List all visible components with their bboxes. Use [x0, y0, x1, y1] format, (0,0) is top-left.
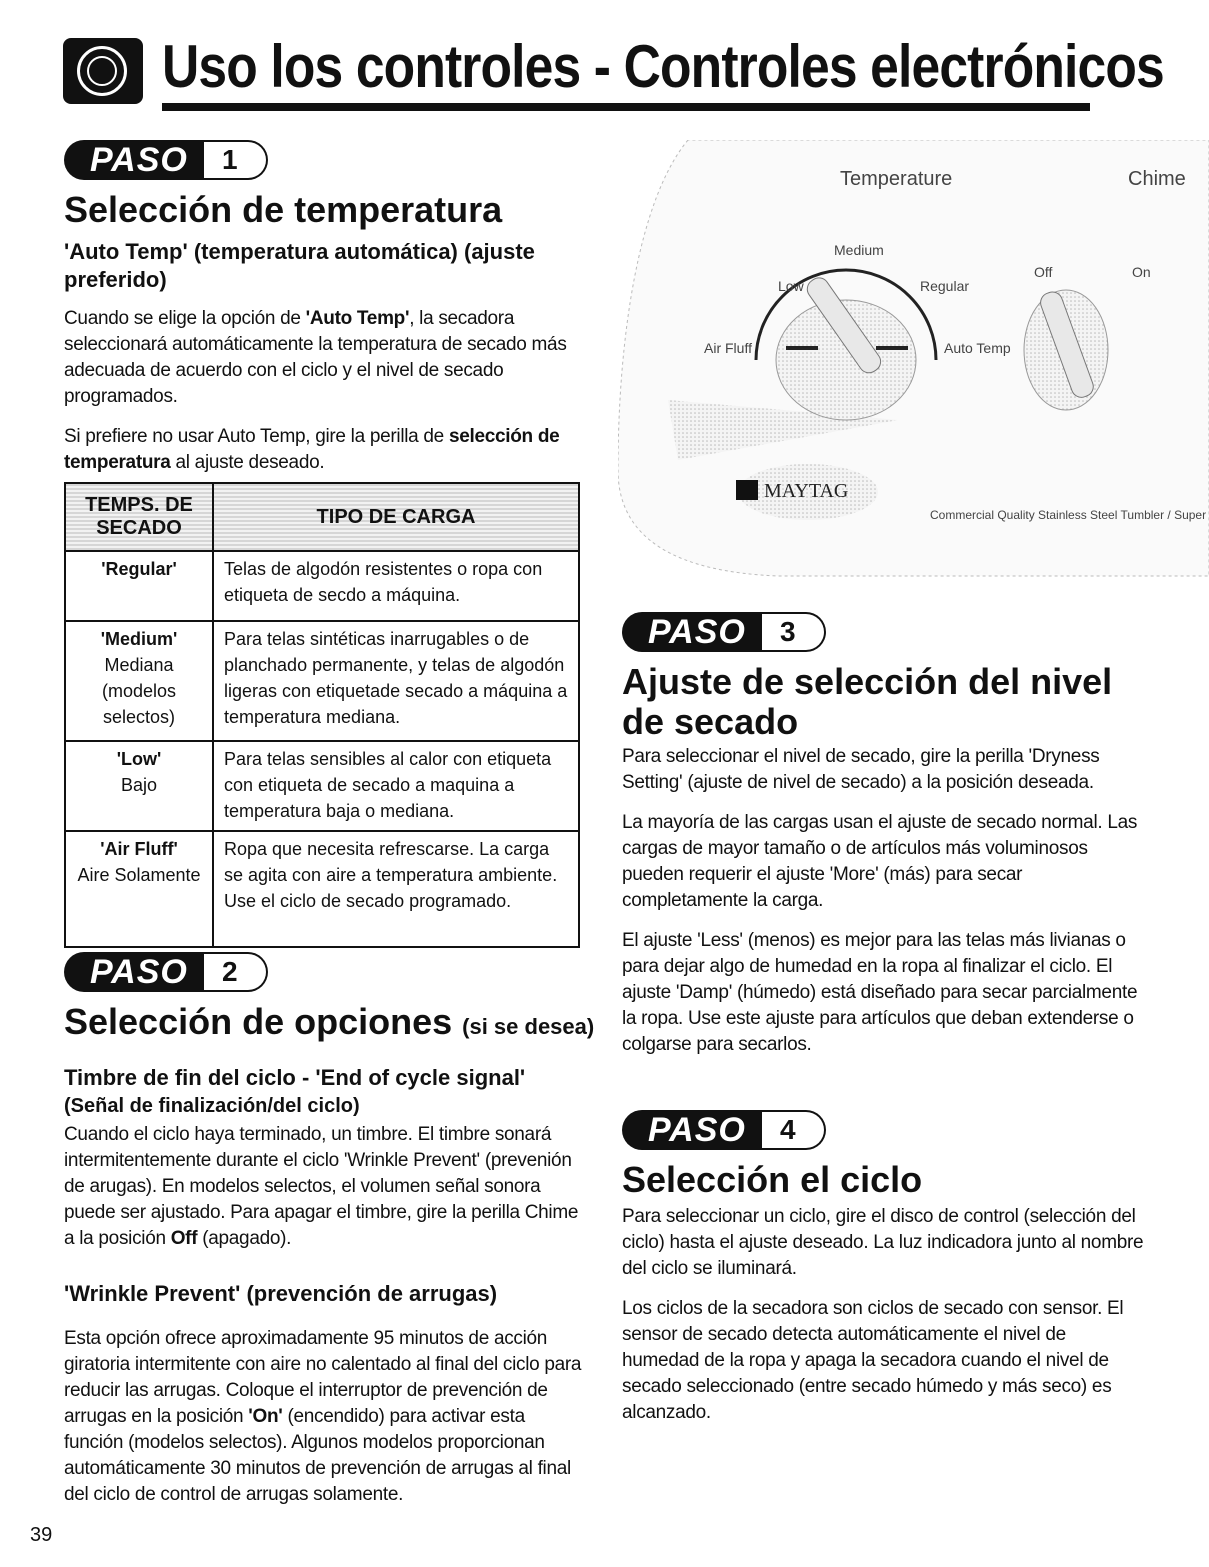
- row-sub: Mediana (modelos selectos): [101, 655, 177, 727]
- paso-2-paragraph-1: Cuando el ciclo haya terminado, un timbre. El timbre sonará intermitentemente durante el ciclo 'Wrinkle Prevent' (prevenión de arugas). En modelos selectos, el volumen señal sonora puede ser ajustado. Para apagar el timbre, gire la perilla Chime a la posición Off (apagado).: [64, 1124, 579, 1249]
- table-header-temps: TEMPS. DE SECADO: [65, 483, 213, 551]
- row-name: 'Medium': [100, 629, 178, 649]
- row-name: 'Low': [116, 749, 162, 769]
- paso-2-sub-2: 'Wrinkle Prevent' (prevención de arrugas): [64, 1281, 498, 1306]
- paso-1-number: 1: [194, 140, 268, 180]
- row-desc: Para telas sensibles al calor con etiqueta con etiqueta de secado a maquina a temperatura baja o mediana.: [213, 741, 579, 831]
- regular-label: Regular: [920, 278, 970, 294]
- row-sub: Aire Solamente: [77, 865, 201, 885]
- paso-4-heading: Selección el ciclo: [622, 1159, 923, 1200]
- row-desc: Para telas sintéticas inarrugables o de planchado permanente, y telas de algodón ligeras con etiquetade secado a máquina a temperatura mediana.: [213, 621, 579, 741]
- chime-on-label: On: [1132, 264, 1151, 280]
- table-row: [65, 741, 579, 831]
- air-fluff-label: Air Fluff: [704, 340, 752, 356]
- row-name: 'Regular': [101, 559, 177, 579]
- page-number: 39: [30, 1524, 53, 1546]
- maytag-logo: MAYTAG: [764, 480, 849, 502]
- table-header-tipo: TIPO DE CARGA: [213, 483, 579, 551]
- control-panel-illustration: [618, 140, 1209, 580]
- paso-4-number: 4: [752, 1110, 826, 1150]
- paso-3-heading: Ajuste de selección del nivel de secado: [622, 661, 1113, 742]
- paso-2-heading: Selección de opciones (si se desea): [64, 1001, 595, 1042]
- paso-3-number: 3: [752, 612, 826, 652]
- row-desc: Ropa que necesita refrescarse. La carga se agita con aire a temperatura ambiente. Use el ciclo de secado programado.: [213, 831, 579, 947]
- auto-temp-label: Auto Temp: [944, 340, 1011, 356]
- paso-2-paragraph-2: Esta opción ofrece aproximadamente 95 minutos de acción giratoria intermitente con aire no calentado al final del ciclo para reducir las arrugas. Coloque el interruptor de prevención de arrugas en la posición 'On' (encendido) para activar esta función (modelos selectos). Algunos modelos proporcionan automáticamente 30 minutos de prevención de arrugas al final del ciclo de control de arrugas solamente.: [64, 1328, 582, 1505]
- paso-2-label: PASO: [64, 952, 204, 992]
- row-desc: Telas de algodón resistentes o ropa con etiqueta de secdo a máquina.: [213, 551, 579, 621]
- header-dial-icon: [63, 38, 143, 104]
- temperature-table: [64, 482, 580, 948]
- paso-1-heading: Selección de temperatura: [64, 189, 503, 230]
- paso-4-paragraph-1: Para seleccionar un ciclo, gire el disco de control (selección del ciclo) hasta el ajuste deseado. La luz indicadora junto al nombre del ciclo se iluminará.: [622, 1206, 1144, 1279]
- panel-tagline: Commercial Quality Stainless Steel Tumbler / Super: [930, 508, 1207, 522]
- table-row: [65, 831, 579, 947]
- header-rule: [162, 103, 1090, 111]
- chime-off-label: Off: [1034, 264, 1053, 280]
- paso-3-paragraph-3: El ajuste 'Less' (menos) es mejor para las telas más livianas o para dejar algo de humedad en la ropa al finalizar el ciclo. El ajuste 'Damp' (húmedo) está diseñado para secar parcialmente la ropa. Use este ajuste para artículos que deban extenderse o colgarse para secarlos.: [622, 930, 1138, 1055]
- paso-2-number: 2: [194, 952, 268, 992]
- paso-3-paragraph-1: Para seleccionar el nivel de secado, gire la perilla 'Dryness Setting' (ajuste de nivel de secado) a la posición deseada.: [622, 746, 1100, 793]
- paso-3-label: PASO: [622, 612, 762, 652]
- paso-4-paragraph-2: Los ciclos de la secadora son ciclos de secado con sensor. El sensor de secado detecta automáticamente el nivel de humedad de la ropa y apaga la secadora cuando el nivel de secado seleccionado (entre secado húmedo y más seco) es alcanzado.: [622, 1298, 1124, 1423]
- temperature-label: Temperature: [840, 168, 953, 190]
- paso-2-sub-1: Timbre de fin del ciclo - 'End of cycle signal': [64, 1065, 526, 1090]
- paso-2-heading-note: (si se desea): [462, 1014, 595, 1039]
- table-row: [65, 621, 579, 741]
- paso-1-label: PASO: [64, 140, 204, 180]
- low-label: Low: [778, 278, 804, 294]
- paso-1-paragraph-1: Cuando se elige la opción de 'Auto Temp', la secadora seleccionará automáticamente la temperatura de secado más adecuada de acuerdo con el ciclo y el nivel de secado programados.: [64, 308, 567, 407]
- paso-2-sub-1b: (Señal de finalización/del ciclo): [64, 1095, 360, 1117]
- paso-3-paragraph-2: La mayoría de las cargas usan el ajuste de secado normal. Las cargas de mayor tamaño o de artículos más voluminosos pueden requerir el ajuste 'More' (más) para secar completamente la carga.: [622, 812, 1138, 911]
- row-name: 'Air Fluff': [100, 839, 178, 859]
- row-sub: Bajo: [120, 775, 158, 795]
- page-title: Uso los controles - Controles electrónicos: [162, 33, 1164, 100]
- paso-4-label: PASO: [622, 1110, 762, 1150]
- medium-label: Medium: [834, 242, 884, 258]
- paso-1-subheading: 'Auto Temp' (temperatura automática) (ajuste preferido): [64, 239, 535, 292]
- table-row: [65, 551, 579, 621]
- paso-1-paragraph-2: Si prefiere no usar Auto Temp, gire la perilla de selección de temperatura al ajuste deseado.: [64, 426, 560, 473]
- chime-label: Chime: [1128, 168, 1186, 190]
